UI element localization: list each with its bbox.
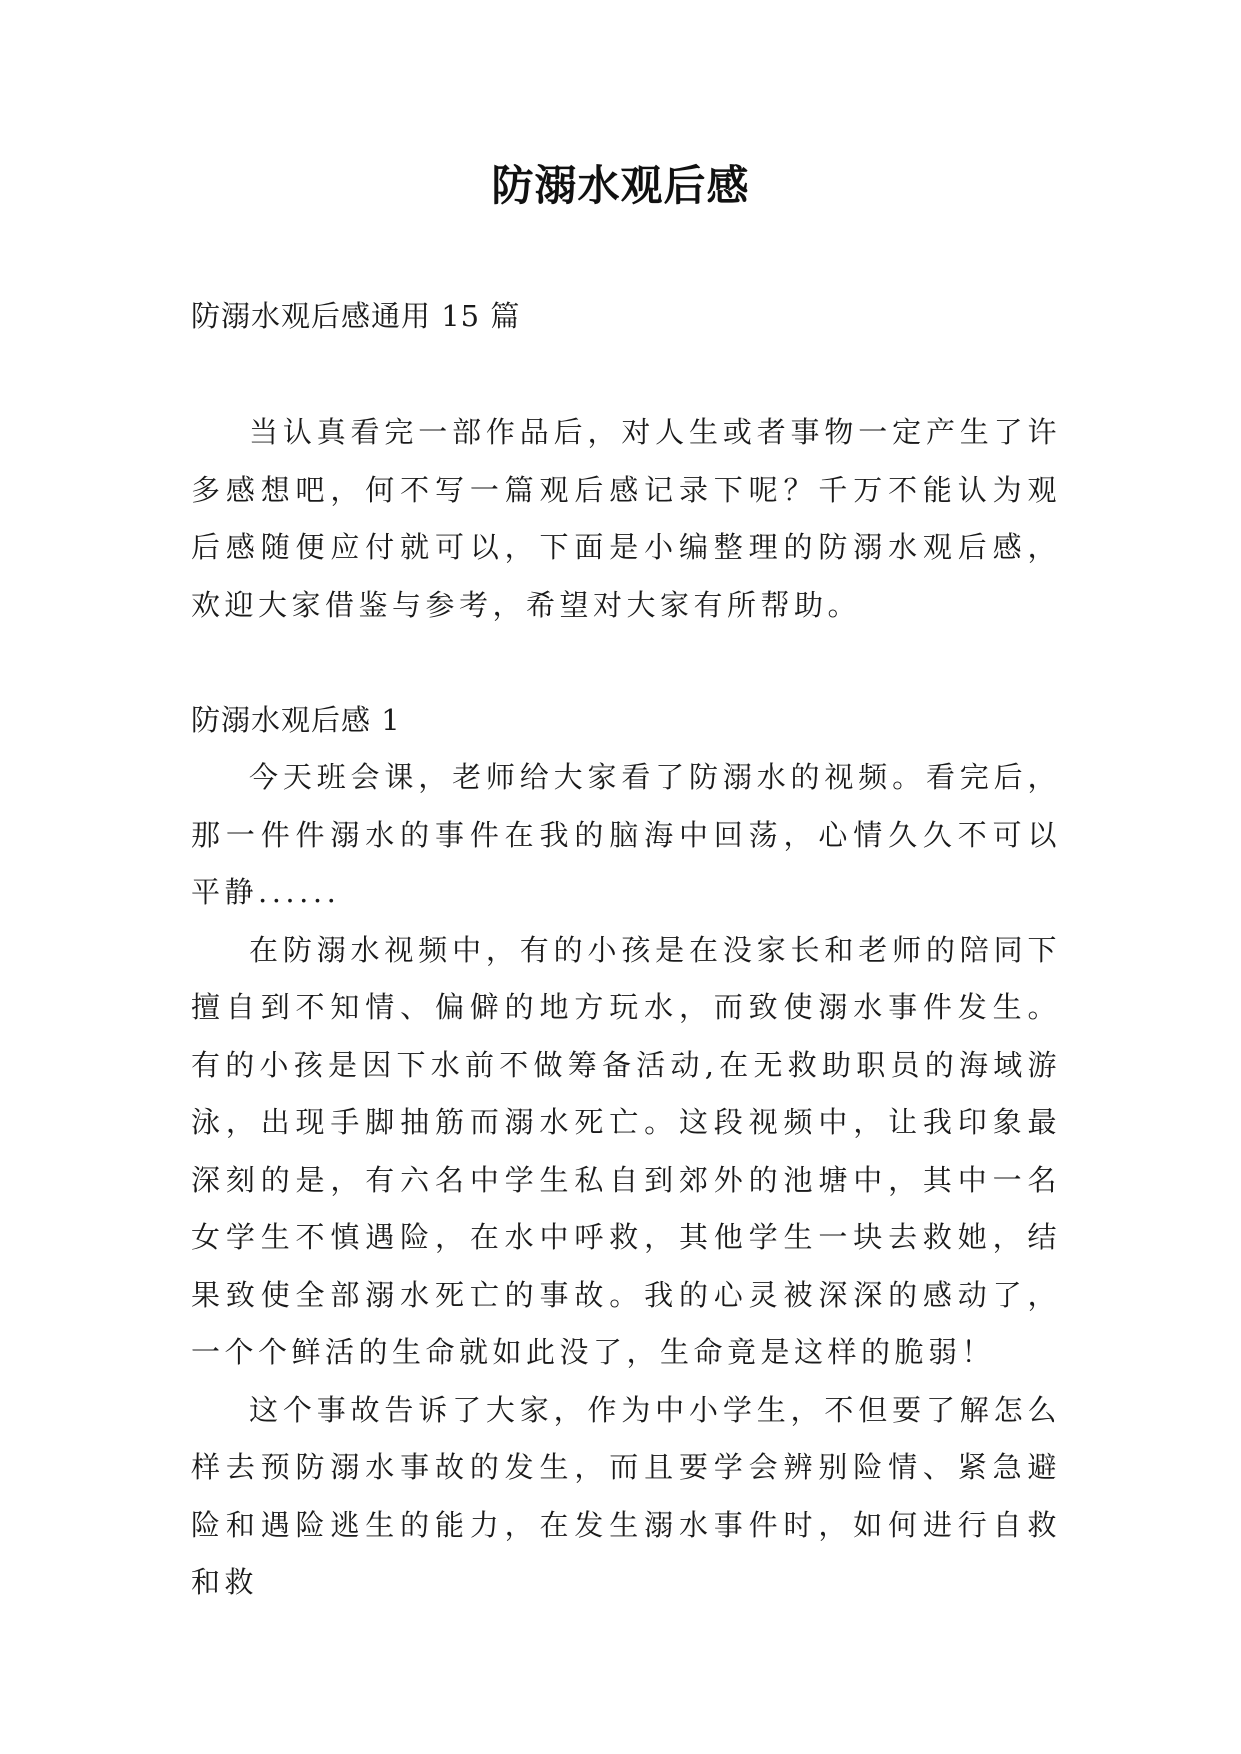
section-body xyxy=(191,749,1061,1612)
body-paragraph-3: 这个事故告诉了大家，作为中小学生，不但要了解怎么样去预防溺水事故的发生，而且要学会辨别险情、紧急避险和遇险逃生的能力，在发生溺水事件时，如何进行自救和救 xyxy=(191,1392,1061,1599)
body-paragraph-1: 今天班会课，老师给大家看了防溺水的视频。看完后，那一件件溺水的事件在我的脑海中回荡，心情久久不可以平静...... xyxy=(191,760,1061,909)
body-paragraph-2: 在防溺水视频中，有的小孩是在没家长和老师的陪同下擅自到不知情、偏僻的地方玩水，而致使溺水事件发生。有的小孩是因下水前不做筹备活动,在无救助职员的海域游泳，出现手脚抽筋而溺水死亡。这段视频中，让我印象最深刻的是，有六名中学生私自到郊外的池塘中，其中一名女学生不慎遇险，在水中呼救，其他学生一块去救她，结果致使全部溺水死亡的事故。我的心灵被深深的感动了，一个个鲜活的生命就如此没了，生命竟是这样的脆弱！ xyxy=(191,932,1061,1369)
intro-paragraph: 当认真看完一部作品后，对人生或者事物一定产生了许多感想吧，何不写一篇观后感记录下呢？千万不能认为观后感随便应付就可以，下面是小编整理的防溺水观后感，欢迎大家借鉴与参考，希望对大家有所帮助。 xyxy=(191,415,1061,622)
section-heading: 防溺水观后感 1 xyxy=(191,703,401,737)
document-title: 防溺水观后感 xyxy=(491,161,750,210)
intro-block xyxy=(191,404,1061,634)
document-subtitle: 防溺水观后感通用 15 篇 xyxy=(191,299,521,333)
